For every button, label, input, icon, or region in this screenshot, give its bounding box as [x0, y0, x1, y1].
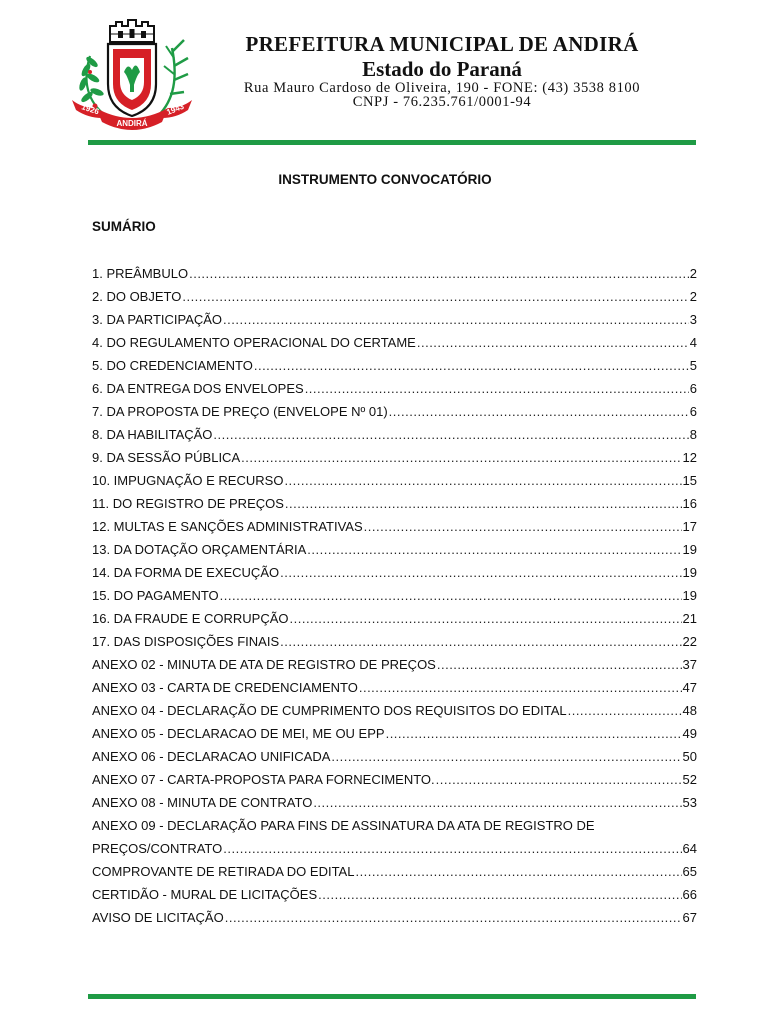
- crest-year-right: 1943: [165, 101, 186, 117]
- toc-dot-leader: [220, 584, 682, 607]
- toc-entry-label: 8. DA HABILITAÇÃO: [92, 427, 213, 443]
- toc-page-number: 52: [682, 772, 697, 788]
- toc-entry-label: 2. DO OBJETO: [92, 289, 182, 305]
- header-divider: [88, 140, 696, 145]
- toc-dot-leader: [313, 791, 681, 814]
- toc-page-number: 49: [682, 726, 697, 742]
- toc-entry[interactable]: [92, 423, 697, 446]
- toc-entry-label: 17. DAS DISPOSIÇÕES FINAIS: [92, 634, 280, 650]
- toc-dot-leader: [359, 676, 682, 699]
- toc-entry[interactable]: [92, 860, 697, 883]
- toc-entry[interactable]: [92, 492, 697, 515]
- toc-page-number: 64: [682, 841, 697, 857]
- toc-entry-label: ANEXO 06 - DECLARACAO UNIFICADA: [92, 749, 331, 765]
- toc-entry-label: 10. IMPUGNAÇÃO E RECURSO: [92, 473, 284, 489]
- toc-dot-leader: [280, 630, 681, 653]
- toc-entry-label: ANEXO 05 - DECLARACAO DE MEI, ME OU EPP: [92, 726, 385, 742]
- toc-dot-leader: [331, 745, 681, 768]
- toc-entry-label: ANEXO 03 - CARTA DE CREDENCIAMENTO: [92, 680, 358, 696]
- toc-dot-leader: [223, 837, 681, 860]
- toc-page-number: 3: [689, 312, 697, 328]
- toc-dot-leader: [254, 354, 689, 377]
- toc-entry[interactable]: [92, 814, 697, 860]
- toc-page-number: 19: [682, 588, 697, 604]
- toc-entry[interactable]: [92, 377, 697, 400]
- toc-entry[interactable]: [92, 699, 697, 722]
- toc-entry-label: 6. DA ENTREGA DOS ENVELOPES: [92, 381, 304, 397]
- toc-entry-label: CERTIDÃO - MURAL DE LICITAÇÕES: [92, 887, 318, 903]
- toc-dot-leader: [437, 653, 682, 676]
- toc-page-number: 65: [682, 864, 697, 880]
- toc-entry[interactable]: [92, 722, 697, 745]
- toc-page-number: 6: [689, 404, 697, 420]
- toc-page-number: 15: [682, 473, 697, 489]
- toc-page-number: 6: [689, 381, 697, 397]
- toc-entry[interactable]: [92, 745, 697, 768]
- toc-entry[interactable]: [92, 768, 697, 791]
- toc-page-number: 50: [682, 749, 697, 765]
- toc-dot-leader: [318, 883, 681, 906]
- footer-divider: [88, 994, 696, 999]
- toc-entry-label: 14. DA FORMA DE EXECUÇÃO: [92, 565, 280, 581]
- toc-dot-leader: [225, 906, 682, 929]
- toc-entry[interactable]: [92, 538, 697, 561]
- header-state: Estado do Paraná: [362, 57, 522, 81]
- toc-entry-label: 15. DO PAGAMENTO: [92, 588, 219, 604]
- toc-entry[interactable]: [92, 883, 697, 906]
- toc-entry-label: 1. PREÂMBULO: [92, 266, 189, 281]
- toc-entry[interactable]: [92, 354, 697, 377]
- toc-entry[interactable]: [92, 561, 697, 584]
- toc-dot-leader: [436, 768, 682, 791]
- toc-entry-label: 9. DA SESSÃO PÚBLICA: [92, 450, 241, 466]
- toc-entry-label: 13. DA DOTAÇÃO ORÇAMENTÁRIA: [92, 542, 307, 558]
- header-title: PREFEITURA MUNICIPAL DE ANDIRÁ: [245, 32, 639, 56]
- toc-entry[interactable]: [92, 653, 697, 676]
- toc-dot-leader: [568, 699, 682, 722]
- toc-entry-label: ANEXO 07 - CARTA-PROPOSTA PARA FORNECIMENTO.: [92, 772, 435, 788]
- toc-entry[interactable]: [92, 630, 697, 653]
- municipal-coat-of-arms-icon: [66, 12, 198, 138]
- toc-dot-leader: [355, 860, 681, 883]
- toc-entry-label-continued: PREÇOS/CONTRATO: [92, 841, 223, 857]
- header-address: Rua Mauro Cardoso de Oliveira, 190 - FONE: (43) 3538 8100: [243, 80, 641, 96]
- toc-page-number: 48: [682, 703, 697, 719]
- toc-page-number: 16: [682, 496, 697, 512]
- toc-entry-label: 11. DO REGISTRO DE PREÇOS: [92, 496, 284, 512]
- toc-entry-label: ANEXO 04 - DECLARAÇÃO DE CUMPRIMENTO DOS REQUISITOS DO EDITAL: [92, 703, 567, 719]
- toc-page-number: 12: [682, 450, 697, 466]
- toc-entry[interactable]: [92, 262, 697, 285]
- toc-entry-label: COMPROVANTE DE RETIRADA DO EDITAL: [92, 864, 355, 880]
- toc-entry-label: ANEXO 08 - MINUTA DE CONTRATO: [92, 795, 313, 811]
- toc-entry-label: ANEXO 09 - DECLARAÇÃO PARA FINS DE ASSINATURA DA ATA DE REGISTRO DE: [92, 818, 595, 834]
- toc-dot-leader: [223, 308, 689, 331]
- toc-page-number: 2: [689, 266, 697, 281]
- crest-year-left: 1926: [80, 102, 101, 117]
- toc-entry[interactable]: [92, 400, 697, 423]
- toc-dot-leader: [389, 400, 689, 423]
- shield-icon: [108, 44, 156, 116]
- toc-entry[interactable]: [92, 446, 697, 469]
- toc-page-number: 21: [682, 611, 697, 627]
- header-cnpj: CNPJ - 76.235.761/0001-94: [352, 94, 532, 110]
- toc-entry[interactable]: [92, 515, 697, 538]
- toc-entry[interactable]: [92, 676, 697, 699]
- mural-crown-icon: [110, 20, 154, 42]
- toc-dot-leader: [182, 285, 688, 308]
- toc-entry-label: 12. MULTAS E SANÇÕES ADMINISTRATIVAS: [92, 519, 363, 535]
- toc-dot-leader: [189, 262, 689, 285]
- toc-dot-leader: [364, 515, 682, 538]
- toc-entry[interactable]: [92, 791, 697, 814]
- toc-dot-leader: [284, 469, 681, 492]
- toc-page-number: 67: [682, 910, 697, 926]
- toc-entry[interactable]: [92, 285, 697, 308]
- toc-page-number: 37: [682, 657, 697, 673]
- toc-entry-label: 16. DA FRAUDE E CORRUPÇÃO: [92, 611, 289, 627]
- toc-page-number: 66: [682, 887, 697, 903]
- toc-page-number: 17: [682, 519, 697, 535]
- table-of-contents: [92, 262, 697, 929]
- toc-dot-leader: [285, 492, 682, 515]
- toc-entry[interactable]: [92, 331, 697, 354]
- toc-page-number: 22: [682, 634, 697, 650]
- toc-dot-leader: [280, 561, 681, 584]
- toc-entry[interactable]: [92, 906, 697, 929]
- toc-entry[interactable]: [92, 607, 697, 630]
- toc-page-number: 2: [689, 289, 697, 305]
- crest-ribbon-text: ANDIRÁ: [116, 119, 148, 128]
- document-title: INSTRUMENTO CONVOCATÓRIO: [278, 172, 492, 187]
- toc-dot-leader: [386, 722, 682, 745]
- toc-entry[interactable]: [92, 584, 697, 607]
- toc-entry[interactable]: [92, 308, 697, 331]
- toc-entry-label: ANEXO 02 - MINUTA DE ATA DE REGISTRO DE PREÇOS: [92, 657, 436, 673]
- toc-entry-label: 7. DA PROPOSTA DE PREÇO (ENVELOPE Nº 01): [92, 404, 388, 420]
- toc-page-number: 4: [689, 335, 697, 351]
- toc-entry[interactable]: [92, 469, 697, 492]
- toc-dot-leader: [305, 377, 689, 400]
- toc-page-number: 53: [682, 795, 697, 811]
- toc-heading: SUMÁRIO: [92, 219, 156, 234]
- toc-dot-leader: [241, 446, 681, 469]
- toc-entry-label: 5. DO CREDENCIAMENTO: [92, 358, 253, 374]
- toc-entry-label: AVISO DE LICITAÇÃO: [92, 910, 224, 926]
- toc-page-number: 47: [682, 680, 697, 696]
- toc-dot-leader: [417, 331, 689, 354]
- toc-page-number: 19: [682, 542, 697, 558]
- toc-entry-label: 4. DO REGULAMENTO OPERACIONAL DO CERTAME: [92, 335, 416, 351]
- toc-dot-leader: [290, 607, 682, 630]
- toc-dot-leader: [307, 538, 681, 561]
- toc-entry-label: 3. DA PARTICIPAÇÃO: [92, 312, 223, 328]
- toc-page-number: 19: [682, 565, 697, 581]
- toc-page-number: 5: [689, 358, 697, 374]
- toc-dot-leader: [213, 423, 688, 446]
- toc-page-number: 8: [689, 427, 697, 443]
